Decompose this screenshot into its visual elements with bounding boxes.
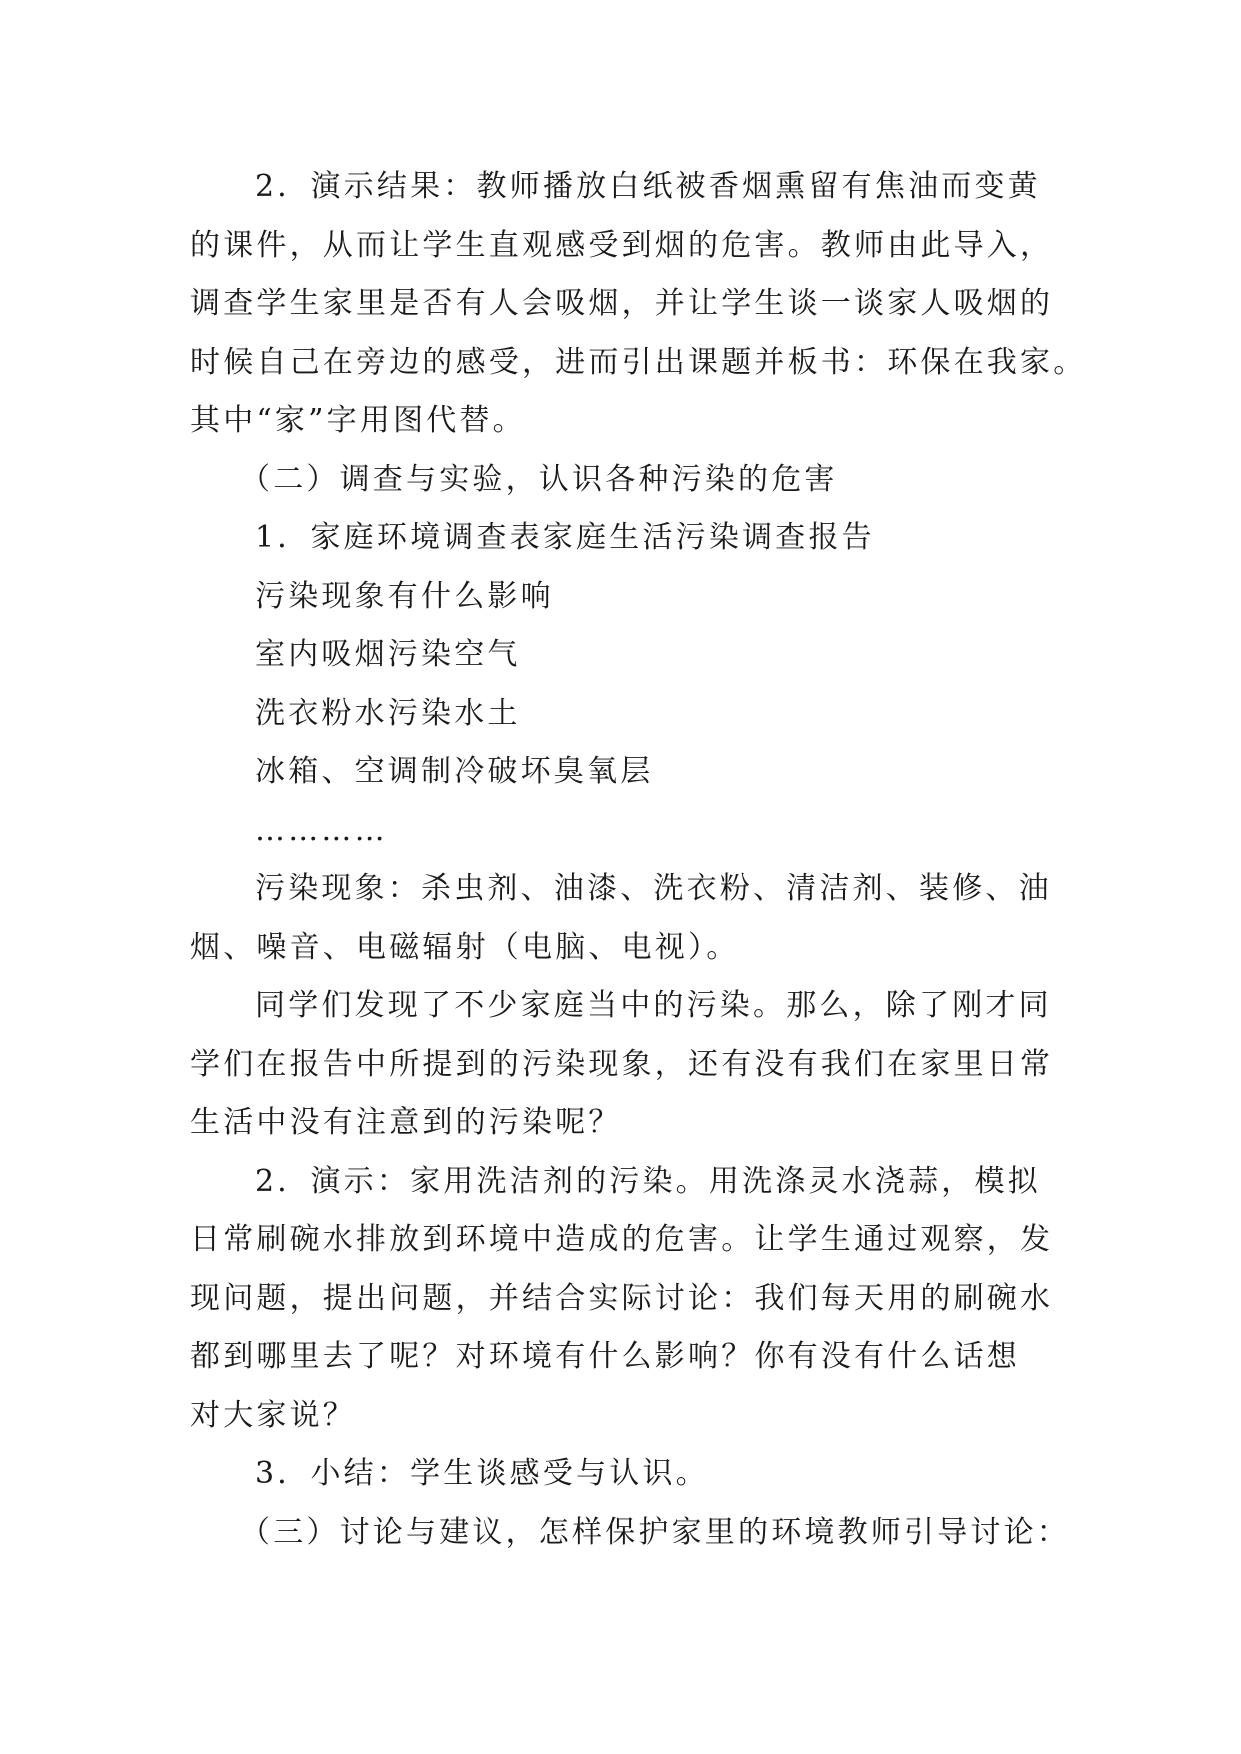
paragraph-line: 1．家庭环境调查表家庭生活污染调查报告 xyxy=(255,520,875,555)
document-page xyxy=(190,158,1087,1562)
paragraph-line: 的课件，从而让学生直观感受到烟的危害。教师由此导入， xyxy=(190,227,1054,263)
ellipsis-line: ………… xyxy=(255,812,388,848)
paragraph-line: 2．演示：家用洗洁剂的污染。用洗涤灵水浇蒜，模拟 xyxy=(255,1163,1041,1199)
paragraph-line: 现问题，提出问题，并结合实际讨论：我们每天用的刷碗水 xyxy=(190,1280,1054,1316)
paragraph-line: 其中“家”字用图代替。 xyxy=(190,403,526,438)
paragraph-line: 2．演示结果：教师播放白纸被香烟熏留有焦油而变黄 xyxy=(255,169,1041,204)
paragraph-line: 学们在报告中所提到的污染现象，还有没有我们在家里日常 xyxy=(190,1046,1054,1082)
paragraph-line: 都到哪里去了呢？对环境有什么影响？你有没有什么话想 xyxy=(190,1339,1020,1374)
table-row: 冰箱、空调制冷破坏臭氧层 xyxy=(255,754,654,789)
section-heading: （二）调查与实验，认识各种污染的危害 xyxy=(240,461,838,497)
table-row: 污染现象有什么影响 xyxy=(255,578,554,614)
paragraph-line: 对大家说？ xyxy=(190,1397,356,1433)
section-heading: （三）讨论与建议，怎样保护家里的环境教师引导讨论： xyxy=(240,1514,1070,1550)
paragraph-line: 污染现象：杀虫剂、油漆、洗衣粉、清洁剂、装修、油 xyxy=(255,871,1052,906)
table-row: 室内吸烟污染空气 xyxy=(255,637,521,672)
paragraph-line: 生活中没有注意到的污染呢？ xyxy=(190,1105,622,1140)
paragraph-line: 烟、噪音、电磁辐射（电脑、电视）。 xyxy=(190,929,740,965)
table-row: 洗衣粉水污染水土 xyxy=(255,695,521,731)
paragraph-line: 3．小结：学生谈感受与认识。 xyxy=(255,1456,709,1491)
paragraph-line: 调查学生家里是否有人会吸烟，并让学生谈一谈家人吸烟的 xyxy=(190,286,1054,321)
paragraph-line: 时候自己在旁边的感受，进而引出课题并板书：环保在我家。 xyxy=(190,344,1087,380)
paragraph-line: 同学们发现了不少家庭当中的污染。那么，除了刚才同 xyxy=(255,988,1052,1023)
paragraph-line: 日常刷碗水排放到环境中造成的危害。让学生通过观察，发 xyxy=(190,1222,1054,1257)
